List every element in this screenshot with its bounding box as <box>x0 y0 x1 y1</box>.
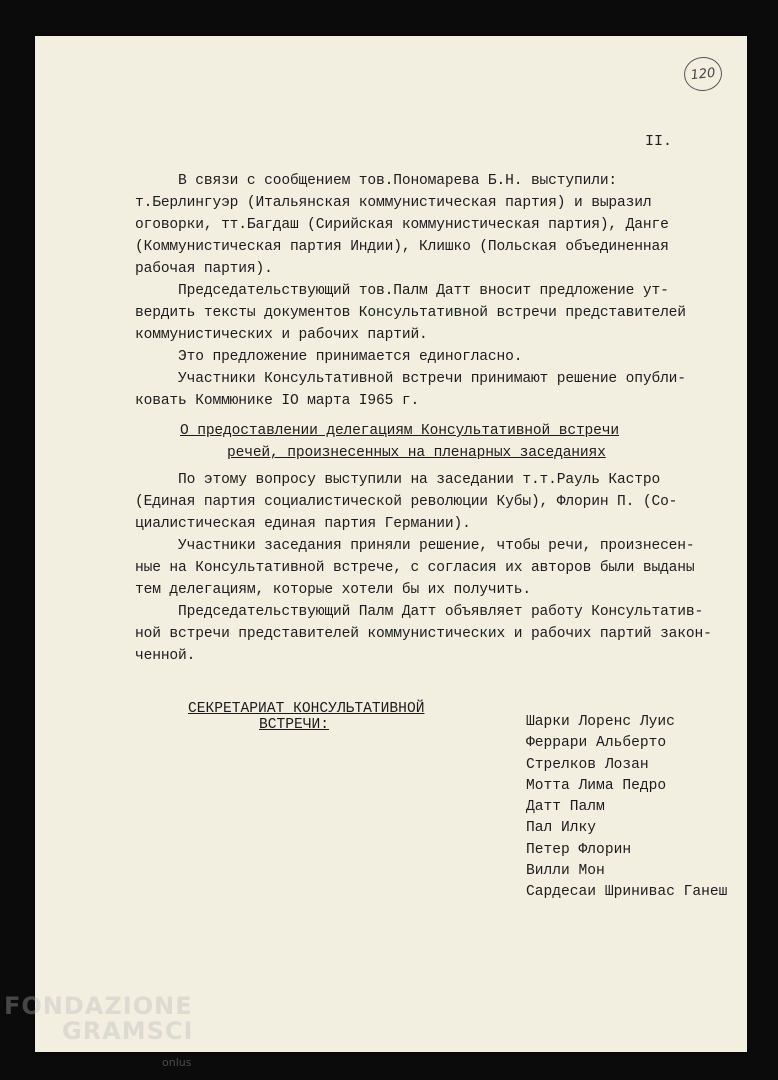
body-text-top <box>135 170 715 412</box>
signatory-name: Стрелков Лозан <box>526 756 649 773</box>
heading-line-2: речей, произнесенных на пленарных заседаниях <box>227 445 606 461</box>
text-line: т.Берлингуэр (Итальянская коммунистическая партия) и выразил <box>135 195 652 211</box>
text-line: оговорки, тт.Багдаш (Сирийская коммунистическая партия), Данге <box>135 217 669 233</box>
text-line: коммунистических и рабочих партий. <box>135 327 428 343</box>
signatory-name: Датт Палм <box>526 799 605 816</box>
text-line: вердить тексты документов Консультативной встречи представителей <box>135 305 686 321</box>
signatory-name: Феррари Альберто <box>526 735 667 752</box>
body-text-bottom <box>135 469 715 667</box>
signatory-list <box>526 712 727 904</box>
text-line: рабочая партия). <box>135 261 273 277</box>
signatory-name: Пал Илку <box>526 820 597 837</box>
text-line: Участники Консультативной встречи принимают решение опубли- <box>135 371 686 387</box>
watermark-line-3: onlus <box>162 1056 192 1069</box>
text-line: Председательствующий Палм Датт объявляет работу Консультатив- <box>135 604 704 620</box>
text-line: (Коммунистическая партия Индии), Клишко (Польская объединенная <box>135 239 669 255</box>
signatory-name: Вилли Мон <box>526 863 605 880</box>
text-line: ченной. <box>135 648 196 664</box>
heading-line-1: О предоставлении делегациям Консультативной встречи <box>180 423 619 439</box>
text-line: тем делегациям, которые хотели бы их получить. <box>135 582 531 598</box>
text-line: В связи с сообщением тов.Пономарева Б.Н. выступили: <box>135 173 618 189</box>
text-line: ной встречи представителей коммунистических и рабочих партий закон- <box>135 626 712 642</box>
section-heading <box>180 420 640 464</box>
page-number: II. <box>645 133 673 150</box>
secretariat-line-2: ВСТРЕЧИ: <box>259 717 330 733</box>
watermark-line-1: FONDAZIONE <box>4 992 193 1020</box>
text-line: циалистическая единая партия Германии). <box>135 516 471 532</box>
secretariat-line-1: СЕКРЕТАРИАТ КОНСУЛЬТАТИВНОЙ <box>188 701 425 717</box>
signatory-name: Сардесаи Шринивас Ганеш <box>526 884 728 901</box>
text-line: ковать Коммюнике IO марта I965 г. <box>135 393 420 409</box>
text-line: По этому вопросу выступили на заседании т.т.Рауль Кастро <box>135 472 661 488</box>
signatory-name: Петер Флорин <box>526 841 632 858</box>
text-line: ные на Консультативной встрече, с согласия их авторов были выданы <box>135 560 695 576</box>
signatory-name: Шарки Лоренс Луис <box>526 714 675 730</box>
signatory-name: Мотта Лима Педро <box>526 777 667 794</box>
fondazione-gramsci-watermark <box>4 992 194 1069</box>
archive-number: 120 <box>689 65 717 83</box>
watermark-line-2: GRAMSCI <box>62 1017 194 1045</box>
secretariat-label <box>188 701 424 733</box>
text-line: (Единая партия социалистической революции Кубы), Флорин П. (Со- <box>135 494 678 510</box>
text-line: Председательствующий тов.Палм Датт вносит предложение ут- <box>135 283 669 299</box>
text-line: Это предложение принимается единогласно. <box>135 349 523 365</box>
text-line: Участники заседания приняли решение, чтобы речи, произнесен- <box>135 538 695 554</box>
